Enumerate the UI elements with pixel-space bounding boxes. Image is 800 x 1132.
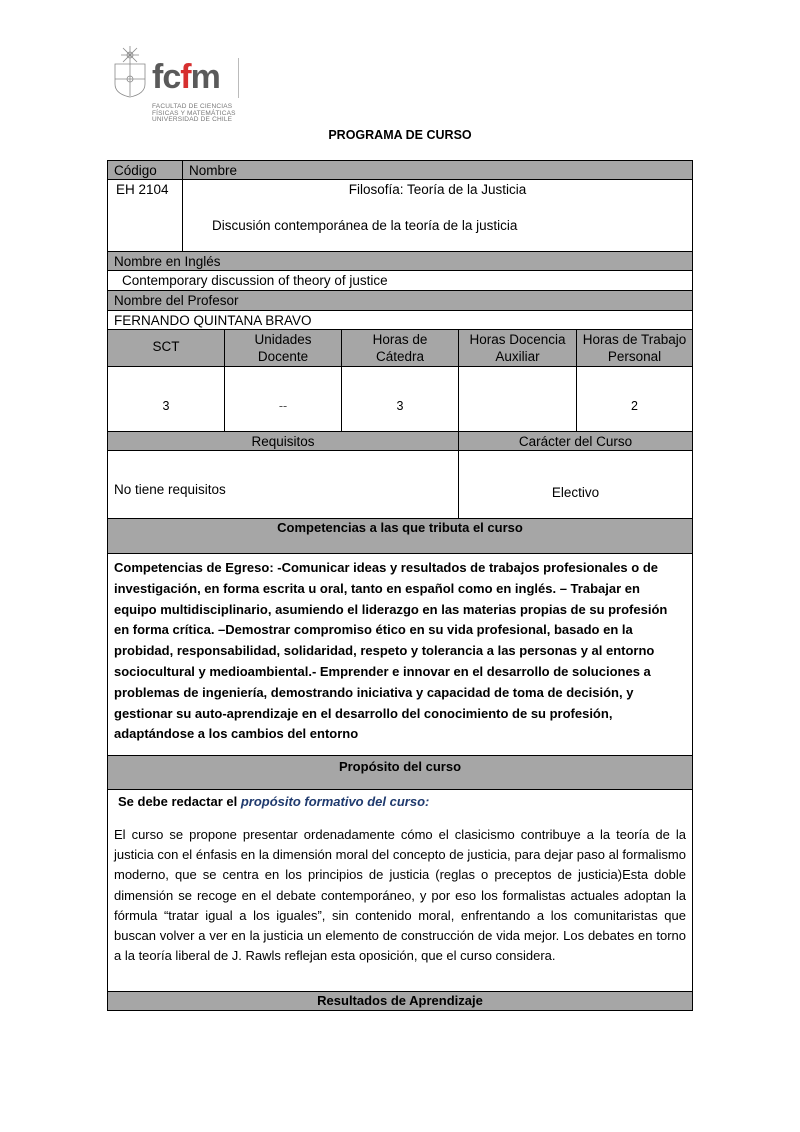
course-name: Filosofía: Teoría de la Justicia — [348, 182, 527, 197]
fcfm-logo — [112, 46, 242, 131]
character-value: Electivo — [551, 485, 600, 500]
hours-header-sct: SCT — [108, 330, 225, 366]
university-crest-icon — [112, 46, 148, 98]
learning-outcomes-header-row — [108, 992, 692, 1010]
name-label: Nombre — [183, 161, 692, 179]
requirements-value: No tiene requisitos — [108, 451, 459, 518]
professor-name: FERNANDO QUINTANA BRAVO — [114, 313, 312, 328]
course-code: EH 2104 — [108, 180, 183, 251]
competencies-header-row — [108, 519, 692, 554]
competencies-row — [108, 554, 692, 756]
code-name-row — [108, 180, 692, 252]
requirements-header-row — [108, 432, 692, 451]
purpose-header-row — [108, 756, 692, 790]
english-name-row — [108, 271, 692, 291]
purpose-label: Propósito del curso — [338, 759, 462, 774]
brand-subtitle: FACULTAD DE CIENCIAS FÍSICAS Y MATEMÁTICAS UNIVERSIDAD DE CHILE — [152, 103, 236, 123]
purpose-instruction: Se debe redactar el propósito formativo del curso: — [118, 794, 430, 809]
hours-header-row — [108, 330, 692, 367]
hours-header-teaching-units: Unidades Docente — [225, 330, 342, 366]
course-name-cell — [183, 180, 692, 251]
requirements-label: Requisitos — [108, 432, 459, 450]
hours-values-row — [108, 367, 692, 432]
auxiliary-hours-value — [459, 367, 577, 431]
brand-wordmark: fcfm — [152, 58, 220, 96]
competencies-label: Competencias a las que tributa el curso — [277, 520, 523, 535]
character-label: Carácter del Curso — [459, 432, 692, 450]
sct-value: 3 — [108, 367, 225, 431]
english-name-header-row — [108, 252, 692, 271]
lecture-hours-value: 3 — [342, 367, 459, 431]
professor-row — [108, 311, 692, 330]
hours-header-personal: Horas de Trabajo Personal — [577, 330, 692, 366]
code-name-header-row — [108, 161, 692, 180]
hours-header-auxiliary: Horas Docencia Auxiliar — [459, 330, 577, 366]
competencies-text: Competencias de Egreso: -Comunicar ideas y resultados de trabajos profesionales o de investigación, en forma escrita u oral, tanto en español como en inglés. – Trabajar en equipo multidisciplinario, asumiendo el liderazgo en las materias propias de su profesión en forma crítica. –Demostrar compromiso ético en su vida profesional, basado en la probidad, responsabilidad, solidaridad, respeto y tolerancia a las personas y al entorno sociocultural y medioambiental.- Emprender e innovar en el desarrollo de soluciones a problemas de ingeniería, demostrando iniciativa y capacidad de toma de decisión, y gestionar su auto-aprendizaje en el desarrollo del conocimiento de su profesión, adaptándose a los cambios del entorno — [114, 560, 668, 742]
english-name: Contemporary discussion of theory of justice — [122, 273, 388, 288]
purpose-row — [108, 790, 692, 992]
hours-header-lecture: Horas de Cátedra — [342, 330, 459, 366]
learning-outcomes-label: Resultados de Aprendizaje — [317, 993, 483, 1008]
purpose-text: El curso se propone presentar ordenadamente cómo el clasicismo contribuye a la teoría de la justicia con el énfasis en la dimensión moral del concepto de justicia, para dejar paso al formalismo moderno, que se centra en los principios de justicia (reglas o preceptos de justicia)Esta doble dimensión se recoge en el debate contemporáneo, y por eso los formalistas actuales adoptan la fórmula “tratar igual a los iguales”, sin contenido moral, enfrentando a los comunitaristas que buscan volver a ver en la justicia un elemento de construcción de vida mejor. Los debates en torno a la teoría liberal de J. Rawls reflejan esta oposición, que el curso considera. — [114, 827, 686, 964]
teaching-units-value: -- — [225, 367, 342, 431]
personal-hours-value: 2 — [631, 399, 638, 413]
purpose-cell — [108, 790, 692, 991]
brand-divider — [238, 58, 239, 98]
course-program-table — [107, 160, 693, 1011]
english-name-label: Nombre en Inglés — [114, 254, 221, 269]
professor-label: Nombre del Profesor — [114, 293, 239, 308]
course-subtitle: Discusión contemporánea de la teoría de la justicia — [212, 218, 518, 233]
professor-header-row — [108, 291, 692, 311]
requirements-row — [108, 451, 692, 519]
code-label: Código — [108, 161, 183, 179]
document-title: PROGRAMA DE CURSO — [328, 128, 472, 142]
